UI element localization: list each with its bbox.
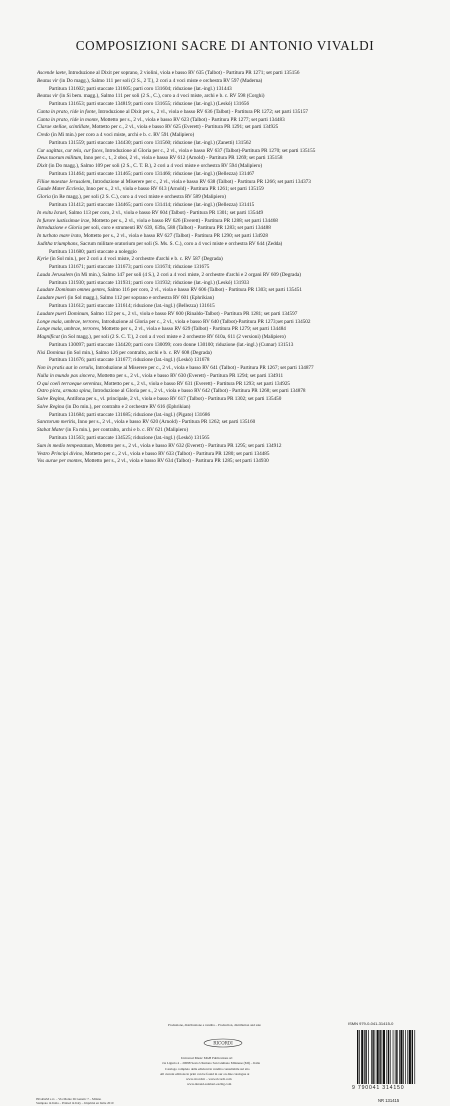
- work-details: Partitura 131930; parti staccate 131931; parti coro 131932; riduzione (lat.-ingl.) (Leskó) 131933: [49, 279, 250, 286]
- work-details: , Mottetto per s., 2 vl., viola e basso RV 627 (Talbot) - Partitura PR 1290; set parti 134928: [81, 233, 268, 240]
- barcode-bar: [365, 1030, 366, 1084]
- work-details: , Introduzione al Miserere per c., 2 vl., viola e basso RV 641 (Talbot) - Partitura PR 1267; set parti 134877: [93, 365, 314, 372]
- catalogue-line-en: All current editions in print can be found in our on-line catalogue at: [160, 1072, 250, 1076]
- work-title: Introduzione e Gloria: [37, 225, 83, 232]
- work-details: , Introduzione al Dixit per soprano, 2 violini, viola e basso RV 635 (Talbot) - Partitura PR 1271; set parti 135156: [65, 70, 300, 76]
- work-title: Canta in prato, ride in monte: [37, 116, 98, 123]
- work-details: (in Sol min.), per 2 cori a 4 voci miste, 2 orchestre d'archi e b. c. RV 587 (Degrada): [48, 256, 223, 263]
- work-title: O qui coeli terraeque serenitas: [37, 380, 102, 387]
- work-title: Dixit: [37, 163, 48, 170]
- catalog-entry: [37, 357, 437, 365]
- catalog-entry: [37, 326, 437, 334]
- work-details: Partitura 131653; parti staccate 134819; parti coro 131655; riduzione (lat.-ingl.) (Leskó) 131656: [49, 101, 250, 108]
- work-details: (in Do min.), per contralto e 2 orchestre RV 616 (Ephrikian): [64, 403, 191, 410]
- work-details: , Mottetto per s., 2 vl., viola e basso RV 634 (Talbot) - Partitura PR 1285; set parti 134930: [81, 458, 269, 465]
- catalog-entry: [37, 93, 437, 101]
- catalog-entry: [37, 272, 437, 280]
- catalog-entry: [37, 194, 437, 202]
- work-details: (in Si bem. magg.), Salmo 111 per soli (2 S., C.), coro a 4 voci miste, archi e b. c. RV 598 (Corghi): [58, 93, 265, 100]
- work-title: Juditha triumphans: [37, 240, 78, 247]
- catalog-entry: [37, 163, 437, 171]
- work-details: , Inno per s., 2 vl., viola e basso RV 620 (Arnold) - Partitura PR 1262; set parti 135160: [75, 419, 256, 426]
- catalog-entry: [37, 435, 437, 443]
- catalog-entry: [37, 264, 437, 272]
- catalog-entry: [37, 373, 437, 381]
- ismn-code: ISMN 979-0-041-31415-0: [348, 1021, 394, 1026]
- work-details: Partitura 131559; parti staccate 134430; parti coro 131560; riduzione (lat.-ingl.) (Zanetti) 131562: [49, 139, 252, 146]
- publisher-name: Universal Music MGB Publications srl: [181, 1056, 233, 1060]
- print-info: [36, 1097, 113, 1106]
- publisher-address: via Liguria 4 – 20098 Sesto Ulteriano San Giuliano Milanese (MI) – Italia: [162, 1061, 260, 1065]
- work-details: , Introduzione al Gloria per c., 2 vl., viola e basso RV 637 (Talbot)-Partitura PR 1270; set parti 135155: [102, 147, 316, 154]
- catalog-entry: [37, 233, 437, 241]
- work-details: (in Mi min.), Salmo 147 per soli (4 S.), 2 cori a 4 voci miste, 2 orchestre d'archi e 2 organi RV 609 (Degrada): [72, 271, 301, 278]
- catalog-entry: [37, 311, 437, 319]
- catalog-entry: [37, 396, 437, 404]
- barcode-bar: [364, 1030, 365, 1084]
- work-details: Partitura 130097; parti staccate 134420; parti coro 130099; coro donne 130100; riduzione (lat.-ingl.) (Cumar) 131513: [49, 341, 294, 348]
- barcode-bar: [388, 1030, 389, 1084]
- catalog-entry: [37, 124, 437, 132]
- catalog-entry: [37, 179, 437, 187]
- page-title: COMPOSIZIONI SACRE DI ANTONIO VIVALDI: [75, 38, 375, 53]
- work-details: , Mottetto per s., 2 vl., viola e basso RV 630 (Everett) - Partitura PR 1294; set parti 134911: [94, 372, 284, 379]
- footer: [0, 510, 450, 1106]
- work-title: Laudate pueri: [37, 295, 67, 302]
- catalog-entry: [37, 412, 437, 420]
- catalogue-line-it: Catalogo completo delle edizioni in vendita consultabile sul sito: [165, 1067, 250, 1071]
- work-title: Nisi Dominus: [37, 349, 66, 356]
- work-title: Beatus vir: [37, 77, 59, 84]
- work-details: (in Mi min.) per coro a 4 voci miste, archi e b. c. RV 591 (Malipiero): [49, 132, 195, 139]
- logo-text: RICORDI: [213, 1040, 233, 1046]
- barcode-bar: [359, 1030, 360, 1084]
- work-details: , Mottetto per s., 2 vl., viola e basso RV 626 (Everett) - Partitura PR 1288; set parti 134468: [89, 217, 278, 224]
- work-details: , Inno per c., t., 2 oboi, 2 vl., viola e basso RV 612 (Arnold) - Partitura PR 1269; set parti 135158: [81, 155, 283, 162]
- catalog-entry: [37, 109, 437, 117]
- work-title: Salve Regina: [37, 396, 65, 403]
- work-details: (in Sol magg.), Salmo 112 per soprano e orchestra RV 601 (Ephrikian): [66, 295, 214, 302]
- work-title: Magnificat: [37, 334, 60, 341]
- catalog-entry: [37, 342, 437, 350]
- catalog-entry: [37, 319, 437, 327]
- work-details: Partitura 131563; parti staccate 134525; riduzione (lat.-ingl.) (Leskó) 131565: [49, 434, 210, 441]
- catalog-entry: [37, 249, 437, 257]
- work-title: Filiae maestae Jerusalem: [37, 178, 91, 185]
- catalog-entry: [37, 388, 437, 396]
- barcode-bar: [383, 1030, 385, 1084]
- barcode-digits: 9 790041 314150: [352, 1085, 405, 1091]
- work-details: , Mottetto per s., 2 vl., viola e basso RV 631 (Everett) - Partitura PR 1293; set parti 134925: [101, 380, 291, 387]
- catalog-entry: [37, 241, 437, 249]
- barcode-bar: [400, 1030, 402, 1084]
- website-ricordi: www.ricordi.it – www.ricordi.com: [186, 1077, 232, 1081]
- work-details: Partitura 131671; parti staccate 131673; parti coro 131674; riduzione 131675: [49, 264, 210, 271]
- work-title: Gloria: [37, 194, 51, 201]
- catalog-entry: [37, 210, 437, 218]
- barcode-bar: [405, 1030, 406, 1084]
- work-details: , Antifona per s., vl. principale, 2 vl., viola e basso RV 617 (Talbot) - Partitura PR 1302; set parti 135450: [64, 396, 282, 403]
- catalog-entry: [37, 451, 437, 459]
- work-title: Sanctorum meritis: [37, 419, 76, 426]
- work-details: (in Re magg.), per soli (2 S. C.), coro a 4 voci miste e orchestra RV 589 (Malipiero): [50, 194, 226, 201]
- catalog-list: [37, 70, 437, 466]
- printed-in-line: Stampato in Italia – Printed in Italy – Imprimé en Italie 2010: [36, 1101, 114, 1106]
- catalog-entry: [37, 365, 437, 373]
- work-details: Partitura 131612; parti staccate 131614; riduzione (lat.-ingl.) (Bellezza) 131615: [49, 302, 215, 309]
- work-title: Laudate pueri Dominum: [37, 310, 89, 317]
- barcode-bar: [379, 1030, 380, 1084]
- work-title: Ostro picta, armata spina: [37, 388, 91, 395]
- work-details: , Mottetto per c., 2 vl., viola e basso RV 625 (Everett) - Partitura PR 1291; set parti 134925: [89, 124, 279, 131]
- barcode-bar: [396, 1030, 397, 1084]
- catalog-entry: [37, 280, 437, 288]
- work-title: Salve Regina: [37, 403, 65, 410]
- work-details: , Mottetto per s., 2 vl., viola e basso RV 632 (Everett) - Partitura PR 1295; set parti 134912: [92, 442, 282, 449]
- catalog-entry: [37, 225, 437, 233]
- work-details: (in Sol min.), Salmo 126 per contralto, archi e b. c. RV 608 (Degrada): [65, 349, 212, 356]
- work-title: Gaude Mater Ecclesia: [37, 186, 84, 193]
- catalog-entry: [37, 70, 437, 78]
- catalog-entry: [37, 419, 437, 427]
- catalog-entry: [37, 140, 437, 148]
- barcode-bar: [393, 1030, 394, 1084]
- catalog-entry: [37, 381, 437, 389]
- work-title: In turbato mare irato: [37, 233, 82, 240]
- barcode-bar: [403, 1030, 404, 1084]
- catalog-entry: [37, 303, 437, 311]
- barcode-bar: [414, 1030, 415, 1084]
- work-details: , Sacrum militare oratorium per soli (S. Ms. S. C.), coro a 4 voci miste e orchestra RV 644 (Zedda): [77, 240, 283, 247]
- barcode-bar: [368, 1030, 369, 1084]
- work-details: Partitura 131464; parti staccate 131465; parti coro 131466; riduzione (lat.-ingl.) (Bellezza) 131467: [49, 170, 255, 177]
- work-title: Longe mala, umbrae, terrores: [37, 326, 100, 333]
- website-durand: www.durand-salabert-eschig.com: [187, 1082, 232, 1086]
- work-details: Partitura 131676; parti staccate 131677; riduzione (lat.-ingl.) (Leskó) 131678: [49, 357, 210, 364]
- barcode-bar: [399, 1030, 400, 1084]
- work-title: Vos aurae per montes: [37, 458, 82, 465]
- ricordi-logo: [203, 1038, 243, 1048]
- barcode-bar: [409, 1030, 411, 1084]
- barcode-bar: [371, 1030, 372, 1084]
- work-details: , Salmo 113 per coro, 2 vl., viola e basso RV 604 (Talbot) - Partitura PR 1301; set parti 135449: [66, 209, 264, 216]
- work-details: , Mottetto per s., 2 vl., viola e basso RV 623 (Talbot) - Partitura PR 1277; set parti 134483: [97, 116, 285, 123]
- work-details: , Salmo 116 per coro, 2 vl., viola e basso RV 606 (Talbot) - Partitura PR 1303; set parti 135451: [104, 287, 302, 294]
- work-details: (in Do magg.), Salmo 111 per soli (2 S., 2 T.), 2 cori a 4 voci miste e orchestra RV 597 (Maderna): [58, 77, 263, 84]
- catalog-entry: [37, 427, 437, 435]
- work-title: Sum in medio tempestatum: [37, 442, 93, 449]
- barcode-bar: [372, 1030, 373, 1084]
- catalog-entry: [37, 117, 437, 125]
- work-details: Partitura 131602; parti staccate 131605; parti coro 131604; riduzione (lat.-ingl.) 131443: [49, 85, 232, 92]
- catalog-entry: [37, 155, 437, 163]
- work-title: Ascende laete: [37, 70, 66, 76]
- work-title: In furore iustissimae irae: [37, 217, 90, 224]
- barcode-bar: [407, 1030, 408, 1084]
- work-details: per soli, coro e strumenti RV 639, 639a, 588 (Talbot) - Partitura PR 1283; set parti 134488: [82, 225, 271, 232]
- work-title: Clarae stellae, scintillate: [37, 124, 90, 131]
- work-title: Cur sagittas, cur tela, cur faces: [37, 147, 103, 154]
- catalog-entry: [37, 443, 437, 451]
- barcode-icon: [356, 1030, 432, 1084]
- work-title: Deus tuorum militum: [37, 155, 82, 162]
- barcode-bar: [382, 1030, 383, 1084]
- work-details: , Mottetto per s., 2 vl., viola e basso RV 629 (Talbot) - Partitura PR 1279; set parti 134484: [99, 326, 286, 333]
- work-title: Non in pratis aut in cerulis: [37, 365, 94, 372]
- printer-line: INGRAM s.r.l. – Via Monte Di Genetic 7 – Milano: [36, 1097, 102, 1101]
- catalog-entry: [37, 148, 437, 156]
- production-line: Produzione, distribuzione e vendita – Production, distribution and sale: [168, 1023, 261, 1027]
- barcode-bar: [357, 1030, 358, 1084]
- work-details: , Inno per s., 2 vl., viola e basso RV 613 (Arnold) - Partitura PR 1261; set parti 135159: [83, 186, 264, 193]
- barcode-bar: [361, 1030, 363, 1084]
- work-title: Stabat Mater: [37, 427, 65, 434]
- catalog-entry: [37, 458, 437, 466]
- work-details: Partitura 131412; parti staccate 134465; parti coro 131414; riduzione (lat.-ingl.) (Bellezza) 131415: [49, 202, 255, 209]
- work-details: , Introduzione al Gloria per c., 2 vl., viola e basso RV 640 (Talbot)-Partitura PR 1273;set parti 134502: [99, 318, 311, 325]
- catalog-entry: [37, 78, 437, 86]
- work-details: , Introduzione al Miserere per c., 2 vl., viola e basso RV 638 (Talbot) - Partitura PR 1266; set parti 134373: [90, 178, 311, 185]
- work-details: , Introduzione al Dixit per s., 2 vl., viola e basso RV 636 (Talbot) - Partitura PR 1272; set parti 135157: [95, 108, 309, 115]
- work-details: , Introduzione al Gloria per s., 2 vl., viola e basso RV 642 (Talbot) - Partitura PR 1268; set parti 134878: [90, 388, 306, 395]
- barcode-bar: [390, 1030, 391, 1084]
- barcode-bar: [377, 1030, 379, 1084]
- catalog-entry: [37, 101, 437, 109]
- catalog-entry: [37, 404, 437, 412]
- work-title: Longe mala, umbrae, terrores: [37, 318, 100, 325]
- barcode-bar: [395, 1030, 396, 1084]
- catalog-entry: [37, 350, 437, 358]
- work-title: Vestro Principi divino: [37, 450, 83, 457]
- work-title: Credo: [37, 132, 50, 139]
- work-title: Nulla in mundo pax sincera: [37, 372, 95, 379]
- work-details: (in Fa min.), per contralto, archi e b. c. RV 621 (Malipiero): [64, 427, 189, 434]
- catalog-entry: [37, 287, 437, 295]
- catalog-entry: [37, 202, 437, 210]
- catalog-entry: [37, 218, 437, 226]
- ricordi-logo-icon: [203, 1038, 243, 1048]
- work-details: Partitura 131680; parti staccate a noleggio: [49, 248, 137, 255]
- work-title: Beatus vir: [37, 93, 59, 100]
- catalog-entry: [37, 171, 437, 179]
- work-details: Partitura 131684; parti staccate 131685; riduzione (lat.-ingl.) (Pigato) 131686: [49, 411, 211, 418]
- catalog-number: NR 131415: [378, 1098, 400, 1103]
- barcode-bar: [386, 1030, 387, 1084]
- catalog-entry: [37, 334, 437, 342]
- catalog-entry: [37, 256, 437, 264]
- work-details: , Salmo 112 per s., 2 vl., viola e basso RV 600 (Rinaldo-Talbot) - Partitura PR 1281; set parti 134597: [88, 310, 298, 317]
- barcode-bar: [412, 1030, 413, 1084]
- work-details: (in Sol magg.), per soli (2 S. C. T.), 2 cori a 4 voci miste e 2 orchestre RV 610a, 611 (2 versioni) (Malipiero): [59, 334, 286, 341]
- catalog-entry: [37, 186, 437, 194]
- catalog-entry: [37, 132, 437, 140]
- work-title: Lauda Jerusalem: [37, 271, 73, 278]
- work-title: Kyrie: [37, 256, 49, 263]
- work-details: , Mottetto per c., 2 vl., viola e basso RV 633 (Talbot) - Partitura PR 1280; set parti 134485: [82, 450, 270, 457]
- work-details: (in Do magg.), Salmo 109 per soli (2 S., C. T. B.), 2 cori a 4 voci miste e orchestra RV 594 (Malipiero): [47, 163, 263, 170]
- work-title: In exitu Israel: [37, 209, 67, 216]
- catalog-entry: [37, 295, 437, 303]
- work-title: Laudate Dominum omnes gentes: [37, 287, 105, 294]
- catalog-entry: [37, 86, 437, 94]
- work-title: Canta in prato, ride in fonte: [37, 108, 96, 115]
- barcode-bar: [375, 1030, 376, 1084]
